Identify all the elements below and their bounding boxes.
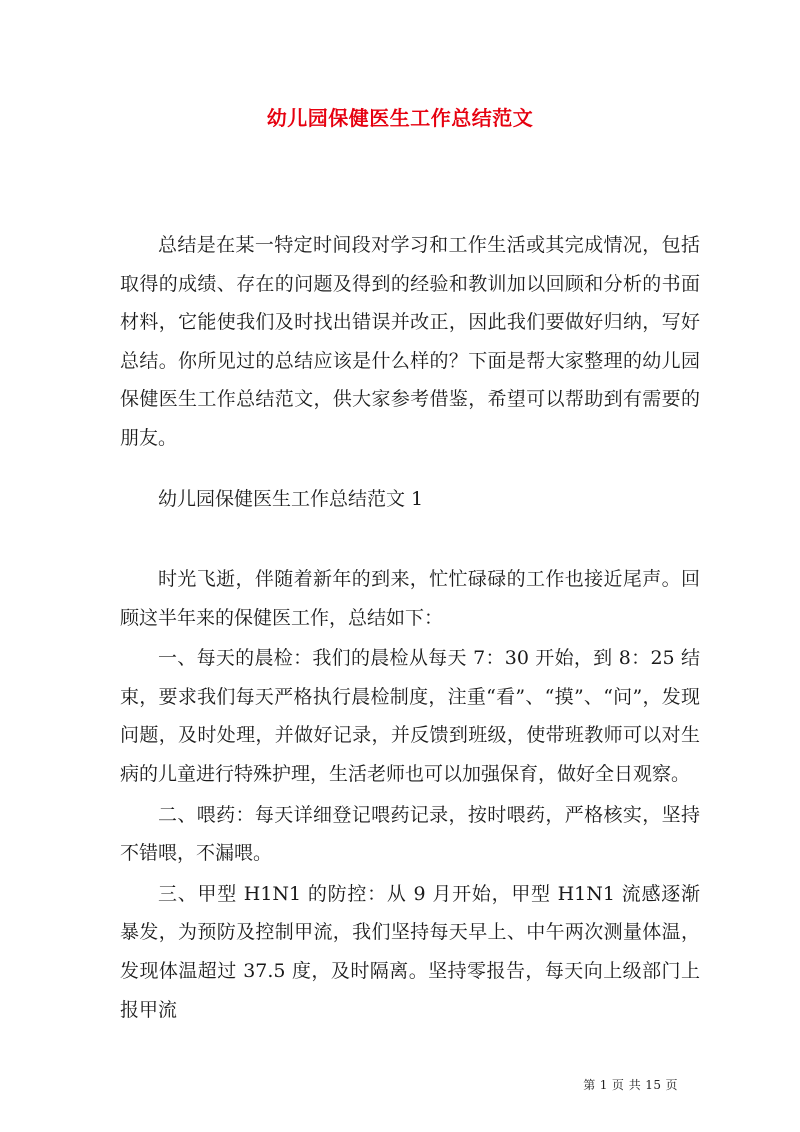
body-paragraph: 三、甲型 H1N1 的防控：从 9 月开始，甲型 H1N1 流感逐渐暴发，为预防及控制甲流，我们坚持每天早上、中午两次测量体温，发现体温超过 37.5 度，及时隔离。坚持零报告，每天向上级部门上报甲流 xyxy=(120,882,700,1021)
main-body xyxy=(120,560,700,1029)
body-paragraph: 一、每天的晨检：我们的晨检从每天 7：30 开始，到 8：25 结束，要求我们每天严格执行晨检制度，注重“看”、“摸”、“问”，发现问题，及时处理，并做好记录，并反馈到班级，使带班教师可以对生病的儿童进行特殊护理，生活老师也可以加强保育，做好全日观察。 xyxy=(120,647,700,785)
document-title: 幼儿园保健医生工作总结范文 xyxy=(266,106,534,130)
total-pages: 15 xyxy=(645,1078,662,1092)
section-heading-block xyxy=(120,480,700,519)
page-footer xyxy=(581,1076,680,1093)
body-paragraph: 二、喂药：每天详细登记喂药记录，按时喂药，严格核实，坚持不错喂，不漏喂。 xyxy=(120,803,700,865)
body-paragraph: 时光飞逝，伴随着新年的到来，忙忙碌碌的工作也接近尾声。回顾这半年来的保健医工作，总结如下： xyxy=(120,568,700,629)
page-suffix: 页 xyxy=(665,1078,678,1092)
section-heading: 幼儿园保健医生工作总结范文 1 xyxy=(158,488,424,510)
intro-section xyxy=(120,226,700,458)
page-number: 1 xyxy=(599,1078,608,1092)
page-mid: 页 共 xyxy=(611,1078,642,1092)
page-prefix: 第 xyxy=(583,1078,596,1092)
intro-paragraph: 总结是在某一特定时间段对学习和工作生活或其完成情况，包括取得的成绩、存在的问题及得到的经验和教训加以回顾和分析的书面材料，它能使我们及时找出错误并改正，因此我们要做好归纳，写好总结。你所见过的总结应该是什么样的？下面是帮大家整理的幼儿园保健医生工作总结范文，供大家参考借鉴，希望可以帮助到有需要的朋友。 xyxy=(120,234,700,449)
